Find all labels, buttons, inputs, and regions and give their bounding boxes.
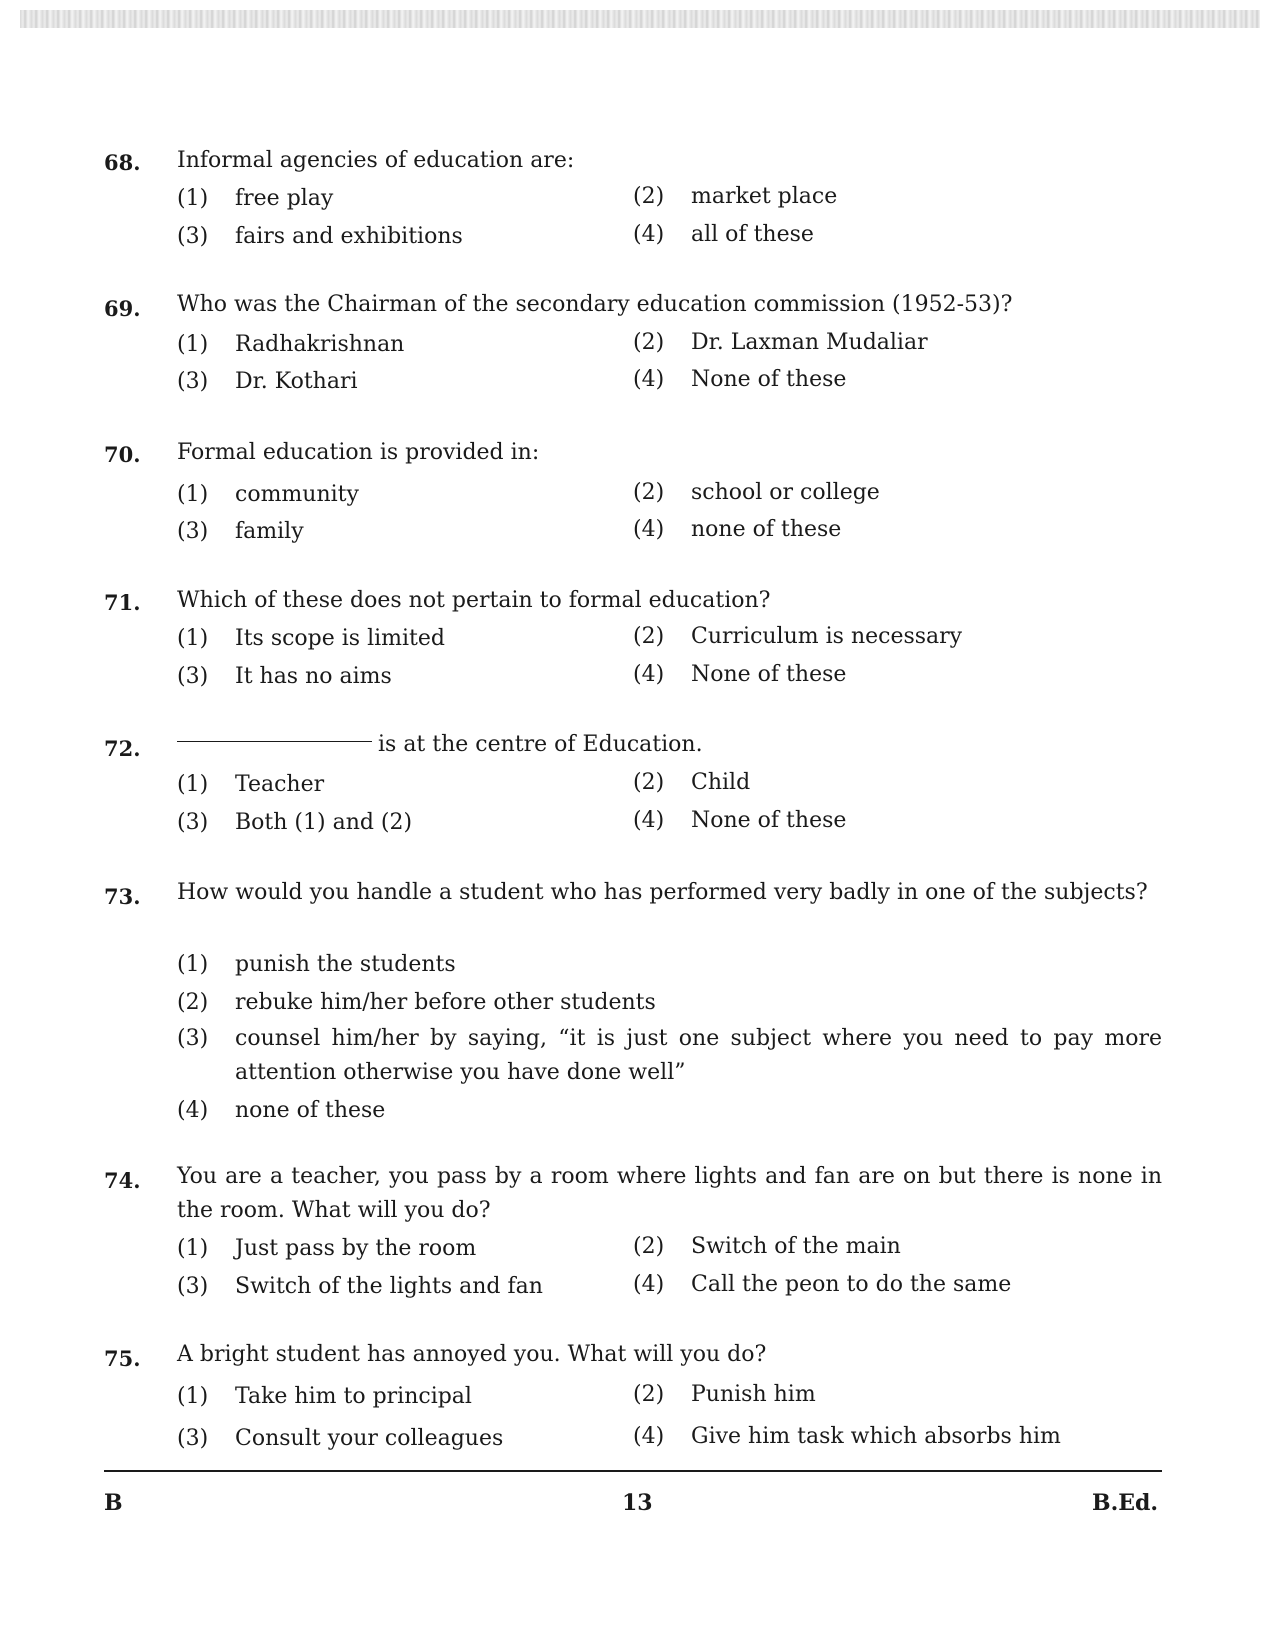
option-text: Switch of the main — [691, 1234, 901, 1259]
option-number: (2) — [633, 184, 665, 209]
option-text: Curriculum is necessary — [691, 624, 963, 649]
option-3 — [177, 1022, 1162, 1090]
option-text: Just pass by the room — [235, 1236, 477, 1261]
question-number: 73. — [104, 884, 141, 909]
option-text: Switch of the lights and fan — [235, 1274, 543, 1299]
option-number: (3) — [177, 519, 209, 544]
question-number: 75. — [104, 1346, 141, 1371]
question-text: Formal education is provided in: — [177, 440, 540, 465]
question-text: You are a teacher, you pass by a room where lights and fan are on but there is none in the room. What will you do? — [177, 1164, 1162, 1223]
option-text: counsel him/her by saying, “it is just one subject where you need to pay more attention otherwise you have done well” — [235, 1026, 1162, 1085]
option-text: none of these — [235, 1098, 386, 1123]
option-number: (2) — [633, 624, 665, 649]
option-number: (4) — [633, 808, 665, 833]
option-number: (3) — [177, 664, 209, 689]
option-text: None of these — [691, 367, 847, 392]
option-text: community — [235, 482, 359, 507]
option-text: Both (1) and (2) — [235, 810, 413, 835]
option-number: (2) — [633, 1234, 665, 1259]
option-number: (4) — [633, 1272, 665, 1297]
option-number: (1) — [177, 1384, 209, 1409]
option-number: (1) — [177, 186, 209, 211]
option-text: Consult your colleagues — [235, 1426, 504, 1451]
question-number: 70. — [104, 442, 141, 467]
question-text: How would you handle a student who has performed very badly in one of the subjects? — [177, 880, 1148, 905]
option-text: family — [235, 519, 304, 544]
option-number: (3) — [177, 1274, 209, 1299]
option-number: (4) — [177, 1098, 209, 1123]
option-text: all of these — [691, 222, 814, 247]
option-number: (4) — [633, 222, 665, 247]
option-text: Dr. Kothari — [235, 369, 358, 394]
option-text: Take him to principal — [235, 1384, 472, 1409]
option-text: None of these — [691, 662, 847, 687]
scan-edge-artifact — [20, 10, 1260, 28]
question-number: 68. — [104, 150, 141, 175]
option-text: None of these — [691, 808, 847, 833]
option-number: (2) — [177, 990, 209, 1015]
option-number: (1) — [177, 626, 209, 651]
option-number: (3) — [177, 1426, 209, 1451]
option-number: (3) — [177, 1026, 209, 1051]
option-text: Call the peon to do the same — [691, 1272, 1012, 1297]
question-number: 69. — [104, 296, 141, 321]
option-text: It has no aims — [235, 664, 392, 689]
question-text-line — [177, 728, 1162, 762]
option-number: (2) — [633, 770, 665, 795]
question-number: 71. — [104, 590, 141, 615]
option-text: free play — [235, 186, 334, 211]
option-number: (1) — [177, 772, 209, 797]
footer-divider — [104, 1470, 1162, 1472]
option-text: Give him task which absorbs him — [691, 1424, 1061, 1449]
option-number: (4) — [633, 1424, 665, 1449]
option-text: Child — [691, 770, 751, 795]
question-number: 72. — [104, 736, 141, 761]
option-number: (2) — [633, 480, 665, 505]
option-number: (1) — [177, 1236, 209, 1261]
option-number: (1) — [177, 332, 209, 357]
question-text: Who was the Chairman of the secondary education commission (1952-53)? — [177, 292, 1013, 317]
footer-set-code: B — [104, 1490, 123, 1516]
question-number: 74. — [104, 1168, 141, 1193]
option-number: (1) — [177, 952, 209, 977]
option-text: fairs and exhibitions — [235, 224, 463, 249]
option-text: Its scope is limited — [235, 626, 445, 651]
option-text: punish the students — [235, 952, 456, 977]
option-number: (1) — [177, 482, 209, 507]
question-text: Which of these does not pertain to formal education? — [177, 588, 771, 613]
option-number: (4) — [633, 367, 665, 392]
question-text: Informal agencies of education are: — [177, 148, 575, 173]
option-text: rebuke him/her before other students — [235, 990, 656, 1015]
question-text: A bright student has annoyed you. What will you do? — [177, 1342, 767, 1367]
option-text: Radhakrishnan — [235, 332, 405, 357]
footer-page-number: 13 — [622, 1490, 653, 1516]
option-number: (2) — [633, 1382, 665, 1407]
option-text: Dr. Laxman Mudaliar — [691, 330, 928, 355]
option-text: Teacher — [235, 772, 325, 797]
option-text: none of these — [691, 517, 842, 542]
footer-course: B.Ed. — [1092, 1490, 1159, 1516]
question-text: is at the centre of Education. — [378, 732, 703, 757]
option-number: (4) — [633, 517, 665, 542]
fill-in-blank — [177, 741, 372, 742]
option-number: (4) — [633, 662, 665, 687]
option-number: (2) — [633, 330, 665, 355]
option-number: (3) — [177, 369, 209, 394]
option-number: (3) — [177, 810, 209, 835]
option-text: school or college — [691, 480, 880, 505]
option-text: Punish him — [691, 1382, 816, 1407]
option-number: (3) — [177, 224, 209, 249]
option-text: market place — [691, 184, 838, 209]
